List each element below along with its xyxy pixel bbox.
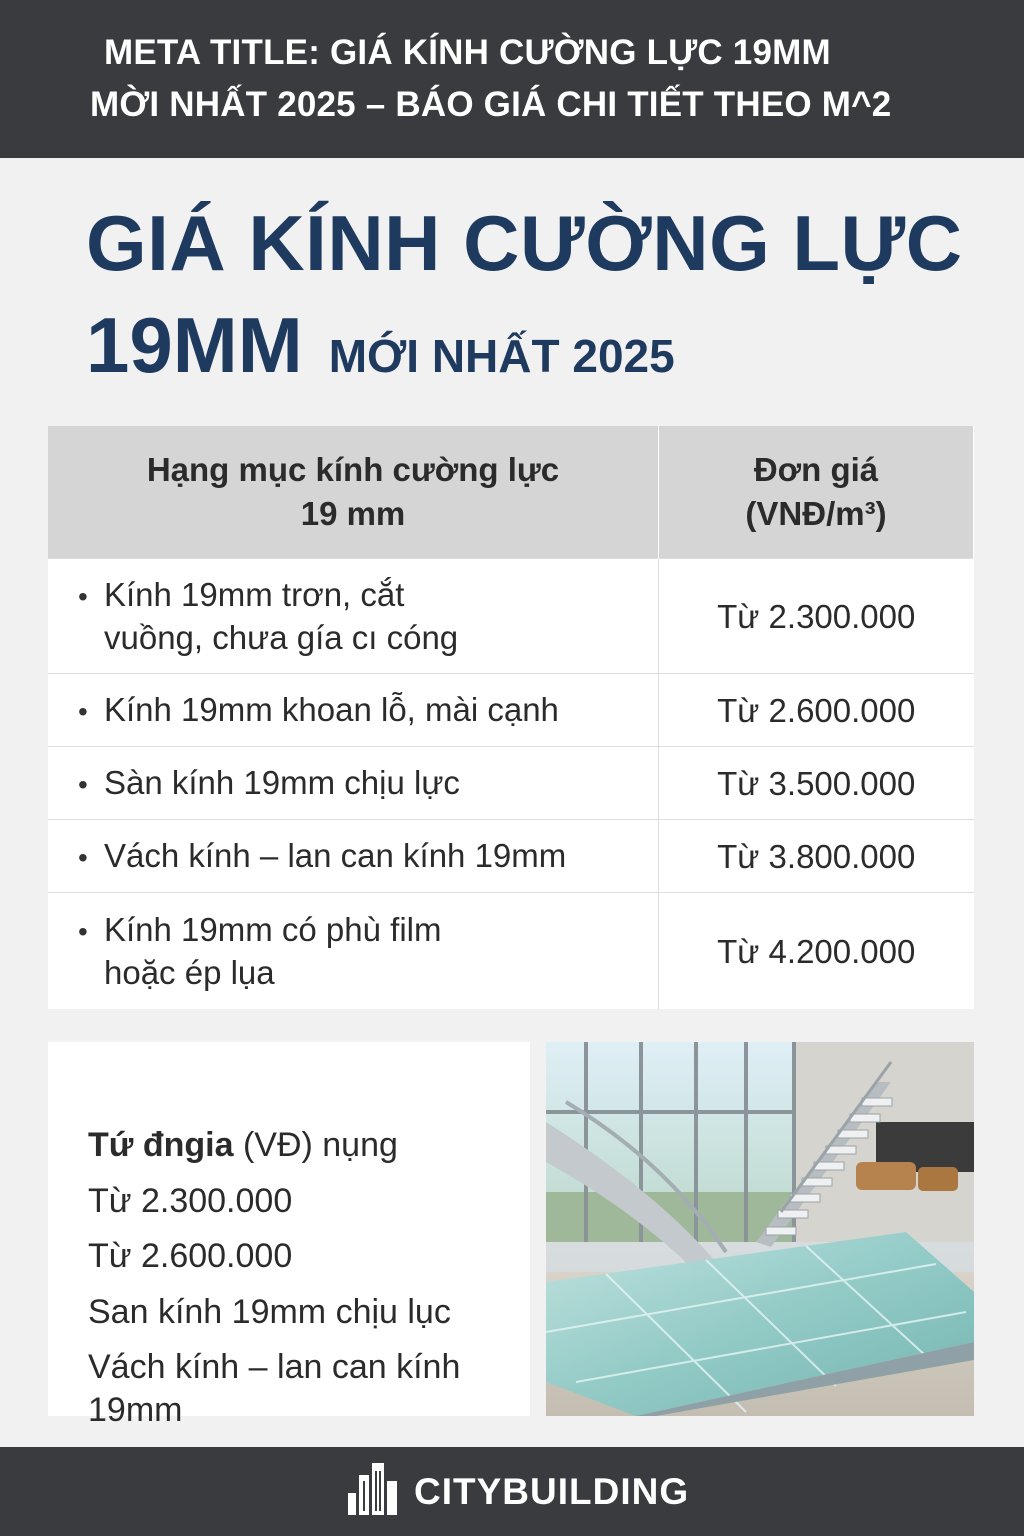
summary-heading-rest: (VĐ) nụng bbox=[233, 1126, 398, 1164]
meta-title-line-1: META TITLE: GIÁ KÍNH CƯỜNG LỰC 19MM bbox=[104, 33, 831, 72]
building-logo-icon bbox=[344, 1459, 404, 1519]
summary-heading bbox=[88, 1126, 398, 1165]
meta-title-bar bbox=[0, 0, 1024, 158]
price-table bbox=[48, 426, 974, 1009]
column-header-item bbox=[48, 426, 659, 559]
table-cell-item bbox=[48, 674, 659, 747]
item-text-line-2: vuồng, chưa gía cı cóng bbox=[104, 619, 459, 656]
table-row bbox=[48, 747, 974, 820]
summary-heading-bold: Tứ đngia bbox=[88, 1126, 234, 1164]
summary-line: Từ 2.600.000 bbox=[88, 1237, 293, 1275]
price-summary-box bbox=[48, 1042, 530, 1429]
table-header-row bbox=[48, 426, 974, 559]
bullet-icon bbox=[78, 573, 104, 618]
page-title-19mm: 19MM bbox=[86, 301, 303, 389]
table-cell-price: Từ 4.200.000 bbox=[659, 893, 974, 1010]
page-title-line-2 bbox=[86, 300, 675, 391]
footer-bar bbox=[0, 1447, 1024, 1536]
table-cell-price: Từ 2.600.000 bbox=[659, 674, 974, 747]
item-text-line-1: Kính 19mm có phù film bbox=[104, 911, 442, 948]
column-header-price-line-2: (VNĐ/m³) bbox=[745, 495, 887, 532]
bullet-icon bbox=[78, 761, 104, 806]
page-title-subtitle: MỚI NHẤT 2025 bbox=[328, 330, 675, 382]
table-cell-price: Từ 2.300.000 bbox=[659, 559, 974, 674]
table-cell-item bbox=[48, 820, 659, 893]
page-title-line-1: GIÁ KÍNH CƯỜNG LỰC bbox=[86, 199, 963, 287]
item-text-line-2: hoặc ép lụa bbox=[104, 954, 275, 991]
table-row bbox=[48, 559, 974, 674]
item-text-line-1: Kính 19mm trơn, cắt bbox=[104, 576, 405, 613]
column-header-item-line-1: Hạng mục kính cường lực bbox=[146, 451, 560, 488]
table-row bbox=[48, 674, 974, 747]
summary-line: San kính 19mm chịu lục bbox=[88, 1293, 451, 1331]
table-cell-price: Từ 3.800.000 bbox=[659, 820, 974, 893]
bullet-icon bbox=[78, 908, 104, 953]
meta-title-line-2: MỜI NHẤT 2025 – BÁO GIÁ CHI TIẾT THEO M^2 bbox=[90, 85, 892, 124]
item-text-line-1: Sàn kính 19mm chịu lực bbox=[104, 763, 460, 801]
glass-staircase-photo bbox=[546, 1042, 974, 1416]
brand-name: CITYBUILDING bbox=[414, 1471, 690, 1512]
table-cell-item bbox=[48, 747, 659, 820]
table-cell-item bbox=[48, 559, 659, 674]
item-text-line-1: Kính 19mm khoan lỗ, mài cạnh bbox=[104, 690, 559, 728]
table-cell-item bbox=[48, 893, 659, 1010]
column-header-price-line-1: Đơn giá bbox=[753, 451, 879, 488]
item-text-line-1: Vách kính – lan can kính 19mm bbox=[104, 836, 567, 874]
column-header-item-line-2: 19 mm bbox=[300, 495, 406, 532]
table-row bbox=[48, 820, 974, 893]
glass-staircase-illustration bbox=[546, 1042, 974, 1416]
bullet-icon bbox=[78, 834, 104, 879]
bullet-icon bbox=[78, 688, 104, 733]
table-row bbox=[48, 893, 974, 1010]
summary-line: 19mm bbox=[88, 1391, 183, 1429]
column-header-price bbox=[659, 426, 974, 559]
summary-line: Từ 2.300.000 bbox=[88, 1182, 293, 1220]
summary-line: Vách kính – lan can kính bbox=[88, 1348, 461, 1386]
table-cell-price: Từ 3.500.000 bbox=[659, 747, 974, 820]
